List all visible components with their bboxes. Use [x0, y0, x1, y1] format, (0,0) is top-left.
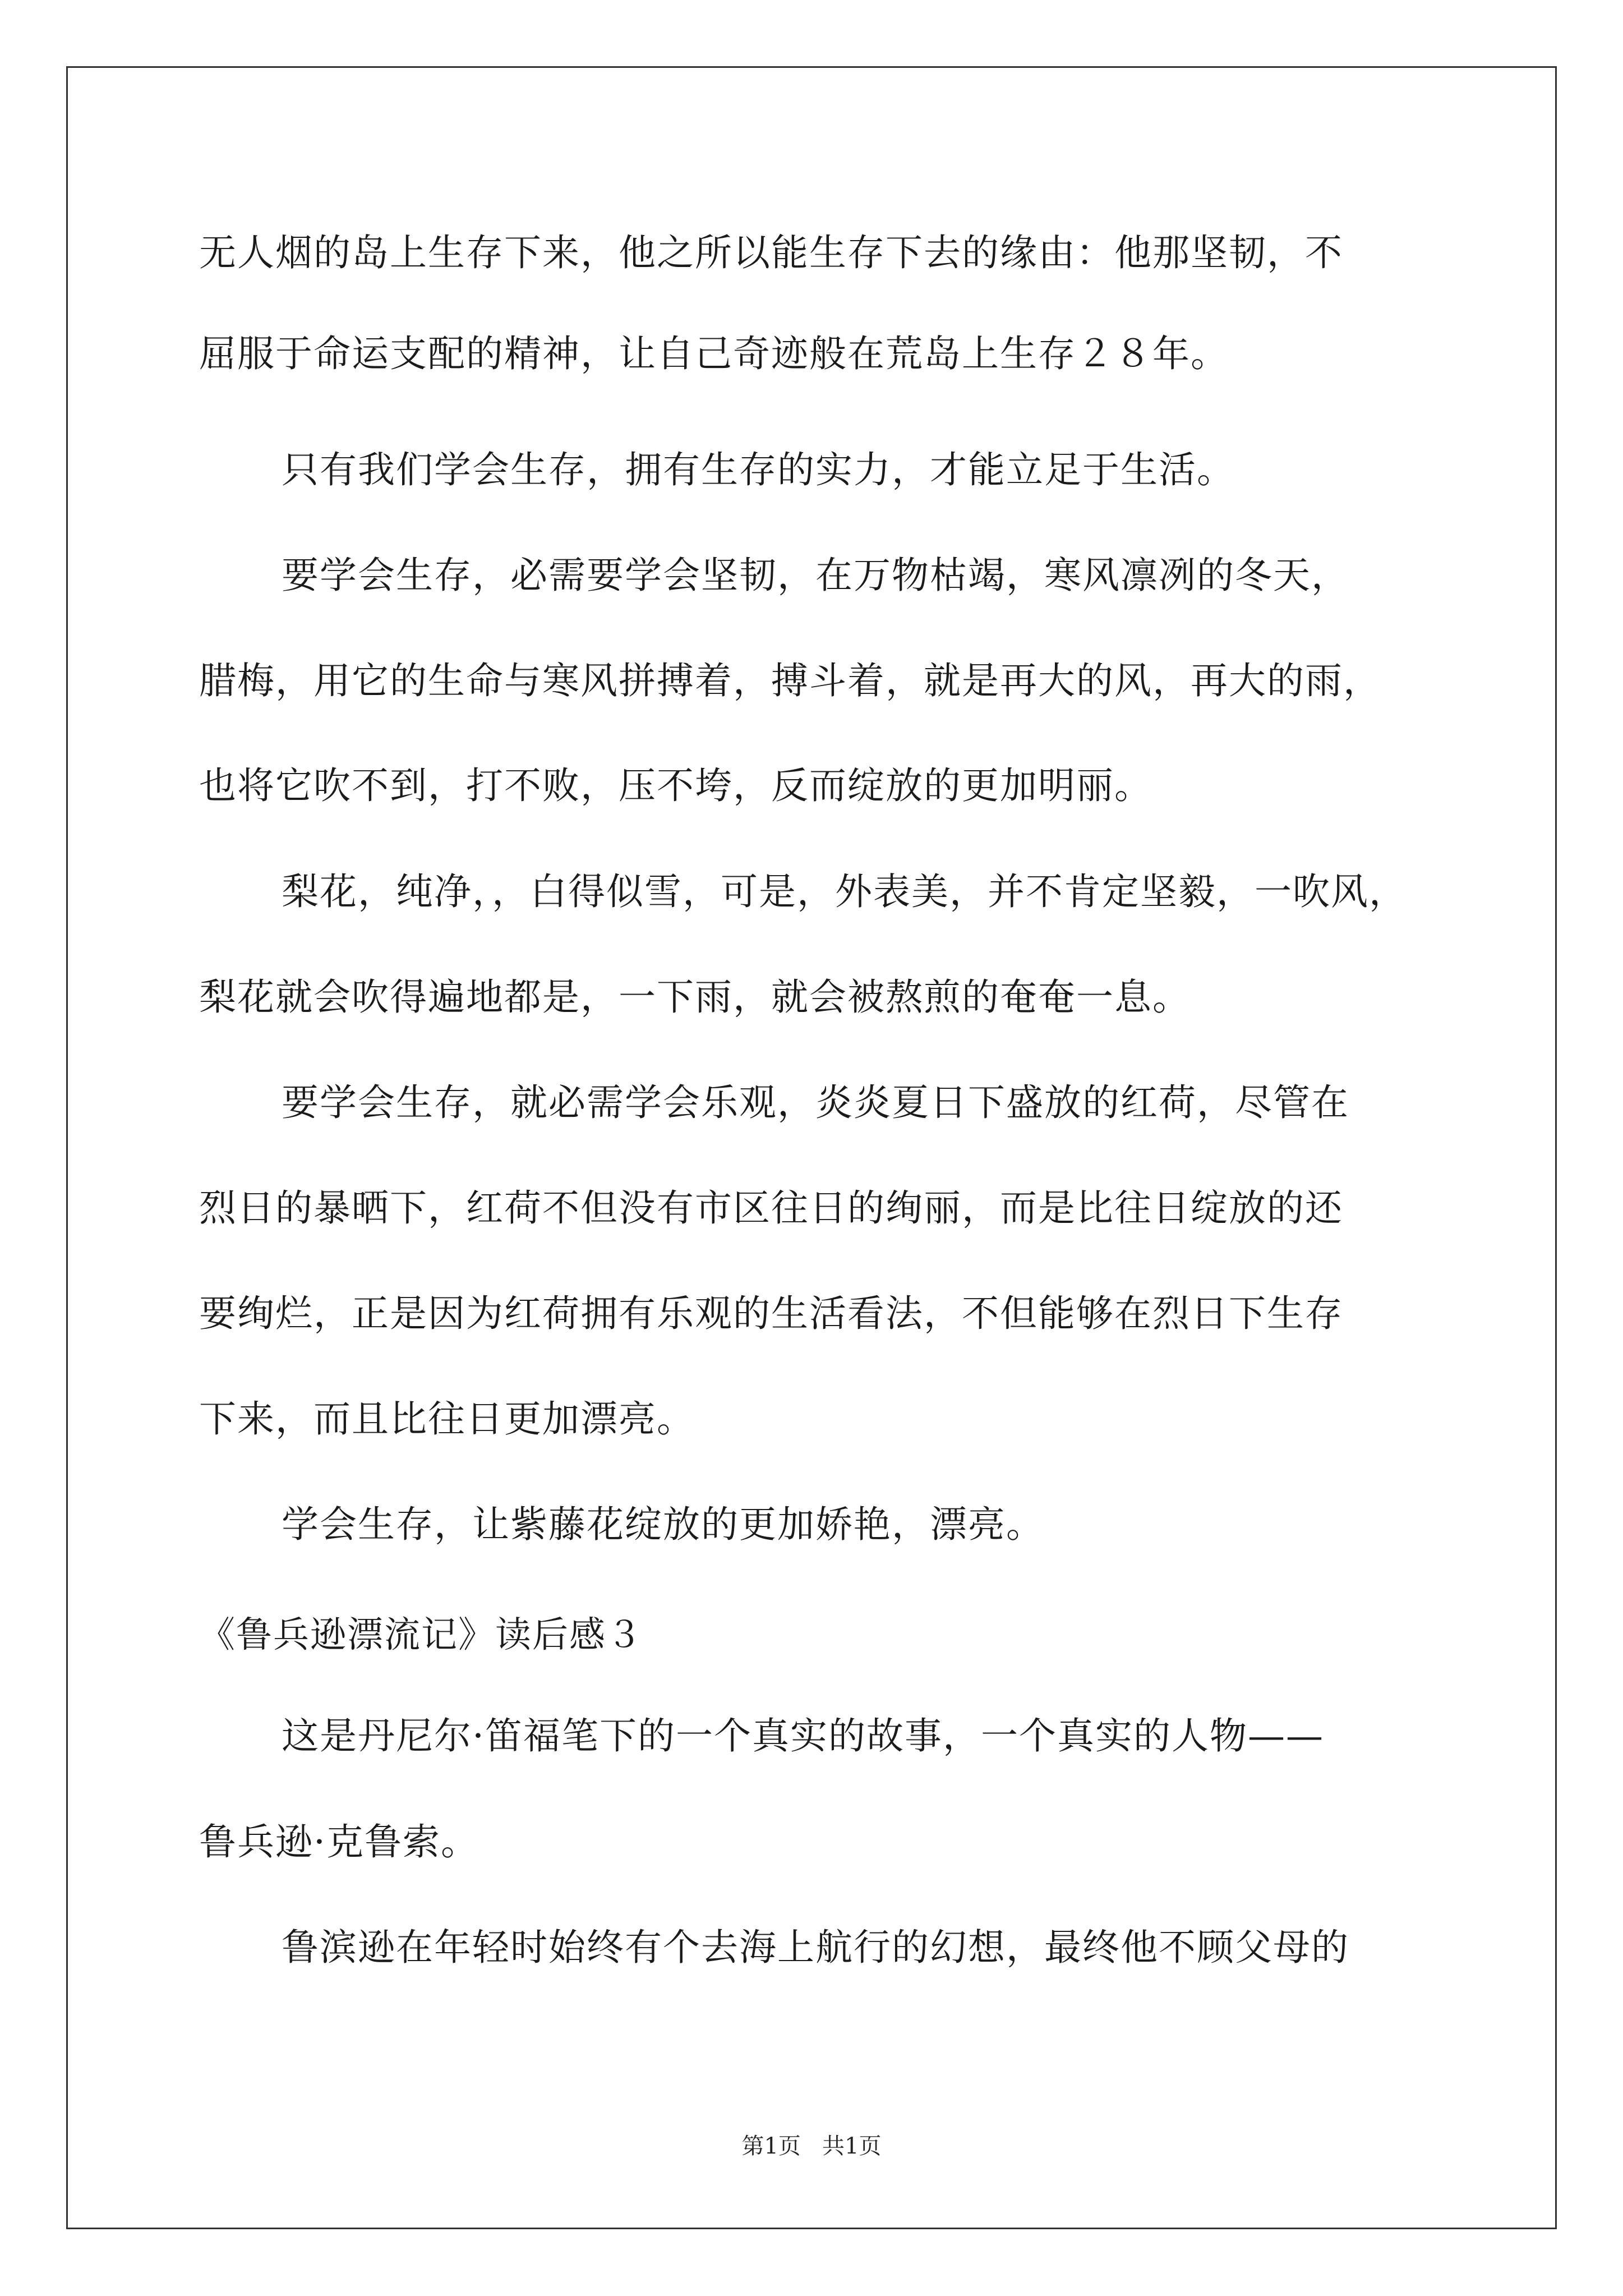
- page-number-footer: 第1页 共1页: [741, 2133, 882, 2159]
- paragraph-line: 也将它吹不到，打不败，压不垮，反而绽放的更加明丽。: [199, 764, 1152, 807]
- paragraph-line: 要学会生存，就必需学会乐观，炎炎夏日下盛放的红荷，尽管在: [282, 1081, 1349, 1124]
- paragraph-line: 梨花，纯净，，白得似雪，可是，外表美，并不肯定坚毅，一吹风，: [282, 870, 1407, 913]
- paragraph-line: 只有我们学会生存，拥有生存的实力，才能立足于生活。: [282, 448, 1235, 491]
- paragraph-line: 屈服于命运支配的精神，让自己奇迹般在荒岛上生存２８年。: [199, 332, 1229, 375]
- paragraph-line: 下来，而且比往日更加漂亮。: [199, 1397, 695, 1441]
- paragraph-line: 烈日的暴晒下，红荷不但没有市区往日的绚丽，而是比往日绽放的还: [199, 1186, 1343, 1230]
- paragraph-line: 梨花就会吹得遍地都是，一下雨，就会被熬煎的奄奄一息。: [199, 976, 1191, 1019]
- page-border: [66, 66, 1557, 2229]
- paragraph-line: 鲁兵逊·克鲁索。: [199, 1820, 479, 1864]
- paragraph-line: 要绚烂，正是因为红荷拥有乐观的生活看法，不但能够在烈日下生存: [199, 1292, 1343, 1335]
- paragraph-line: 无人烟的岛上生存下来，他之所以能生存下去的缘由：他那坚韧，不: [199, 231, 1343, 274]
- paragraph-line: 要学会生存，必需要学会坚韧，在万物枯竭，寒风凛冽的冬天，: [282, 554, 1349, 597]
- paragraph-line: 这是丹尼尔·笛福笔下的一个真实的故事，一个真实的人物——: [282, 1714, 1324, 1757]
- section-heading: 《鲁兵逊漂流记》读后感３: [199, 1614, 643, 1656]
- paragraph-line: 学会生存，让紫藤花绽放的更加娇艳，漂亮。: [282, 1503, 1044, 1546]
- paragraph-line: 腊梅，用它的生命与寒风拼搏着，搏斗着，就是再大的风，再大的雨，: [199, 659, 1381, 702]
- paragraph-line: 鲁滨逊在年轻时始终有个去海上航行的幻想，最终他不顾父母的: [282, 1926, 1349, 1969]
